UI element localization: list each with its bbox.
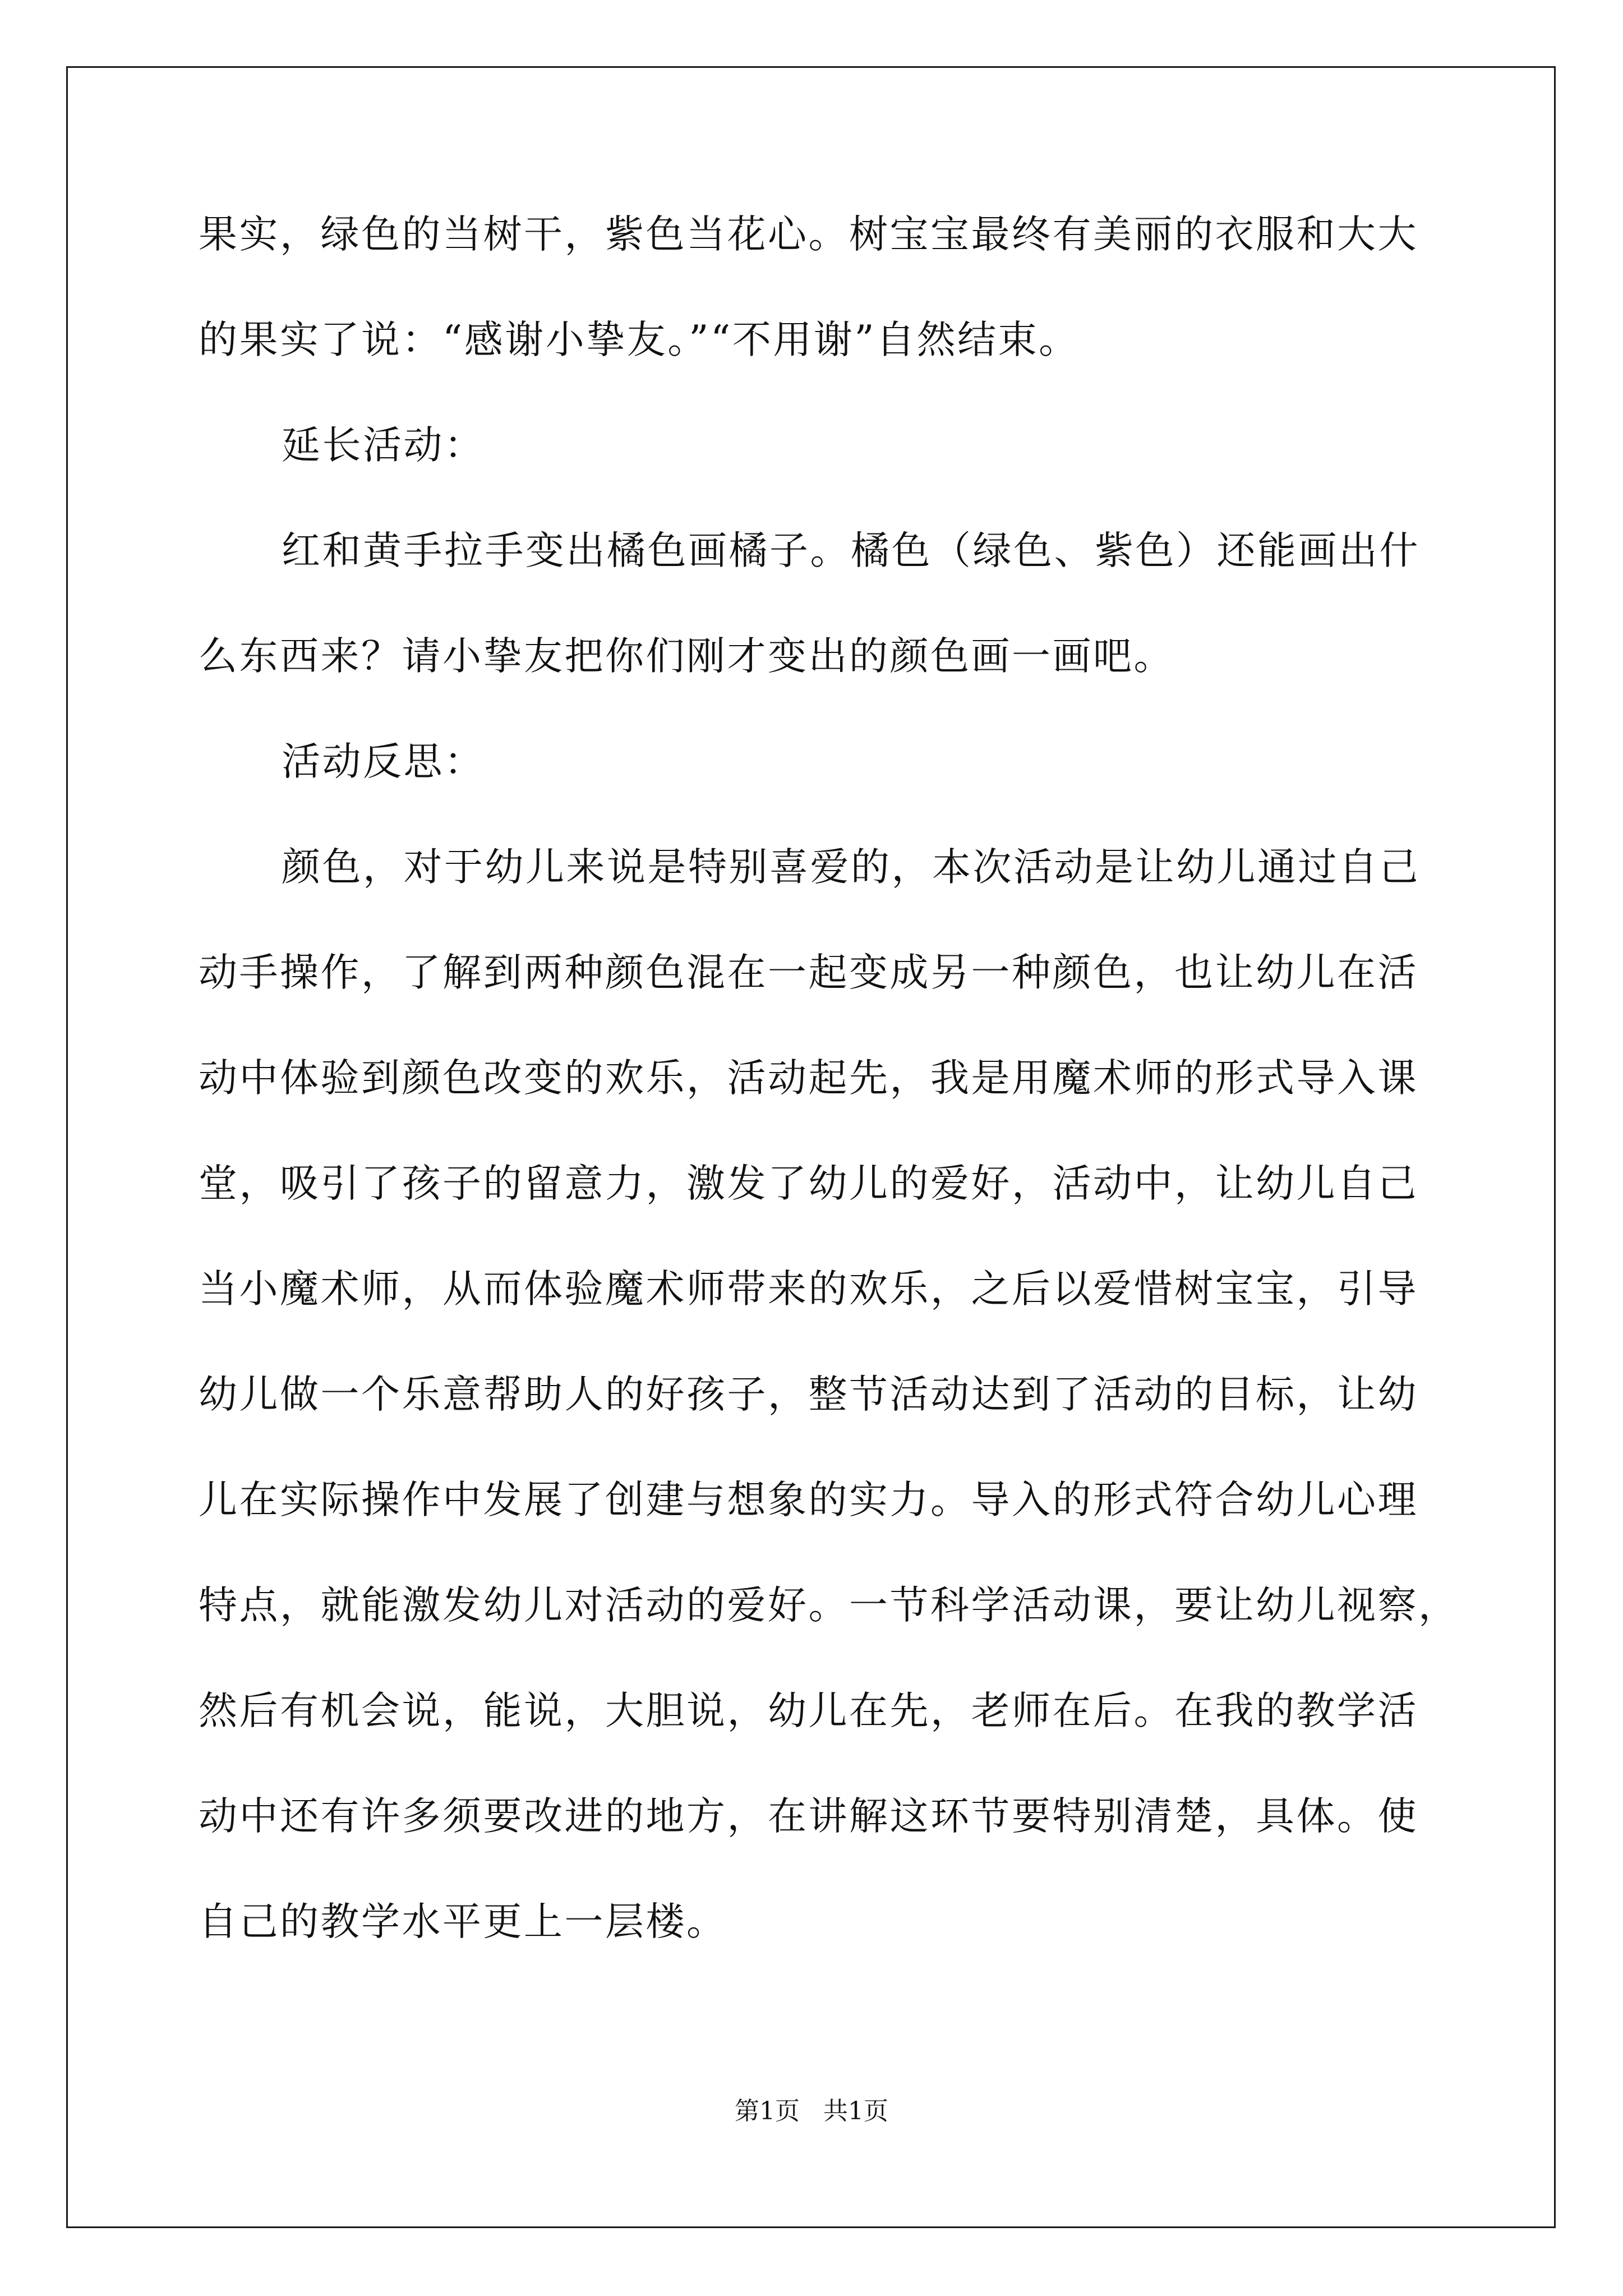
text-line: 儿在实际操作中发展了创建与想象的实力。导入的形式符合幼儿心理 xyxy=(199,1478,1418,1522)
text-line: 动手操作，了解到两种颜色混在一起变成另一种颜色，也让幼儿在活 xyxy=(199,950,1418,995)
text-line: 自己的教学水平更上一层楼。 xyxy=(199,1899,727,1944)
page-number-footer: 第1页 共1页 xyxy=(735,2097,888,2125)
text-line: 么东西来？请小挚友把你们刚才变出的颜色画一画吧。 xyxy=(199,634,1174,679)
text-line: 特点，就能激发幼儿对活动的爱好。一节科学活动课，要让幼儿视察， xyxy=(199,1583,1459,1628)
text-line: 堂，吸引了孩子的留意力，激发了幼儿的爱好，活动中，让幼儿自己 xyxy=(199,1161,1418,1206)
text-line: 颜色，对于幼儿来说是特别喜爱的，本次活动是让幼儿通过自己 xyxy=(282,845,1420,890)
text-line: 然后有机会说，能说，大胆说，幼儿在先，老师在后。在我的教学活 xyxy=(199,1688,1418,1733)
text-line: 果实，绿色的当树干，紫色当花心。树宝宝最终有美丽的衣服和大大 xyxy=(199,212,1418,257)
text-line: 的果实了说：“感谢小挚友。”“不用谢”自然结束。 xyxy=(199,318,1080,362)
section-heading-reflection: 活动反思： xyxy=(282,739,485,784)
text-line: 动中还有许多须要改进的地方，在讲解这环节要特别清楚，具体。使 xyxy=(199,1794,1418,1839)
text-line: 动中体验到颜色改变的欢乐，活动起先，我是用魔术师的形式导入课 xyxy=(199,1056,1418,1101)
text-line: 红和黄手拉手变出橘色画橘子。橘色（绿色、紫色）还能画出什 xyxy=(282,528,1420,573)
section-heading-extension: 延长活动： xyxy=(282,423,485,468)
text-line: 幼儿做一个乐意帮助人的好孩子，整节活动达到了活动的目标，让幼 xyxy=(199,1372,1418,1417)
text-line: 当小魔术师，从而体验魔术师带来的欢乐，之后以爱惜树宝宝，引导 xyxy=(199,1267,1418,1312)
